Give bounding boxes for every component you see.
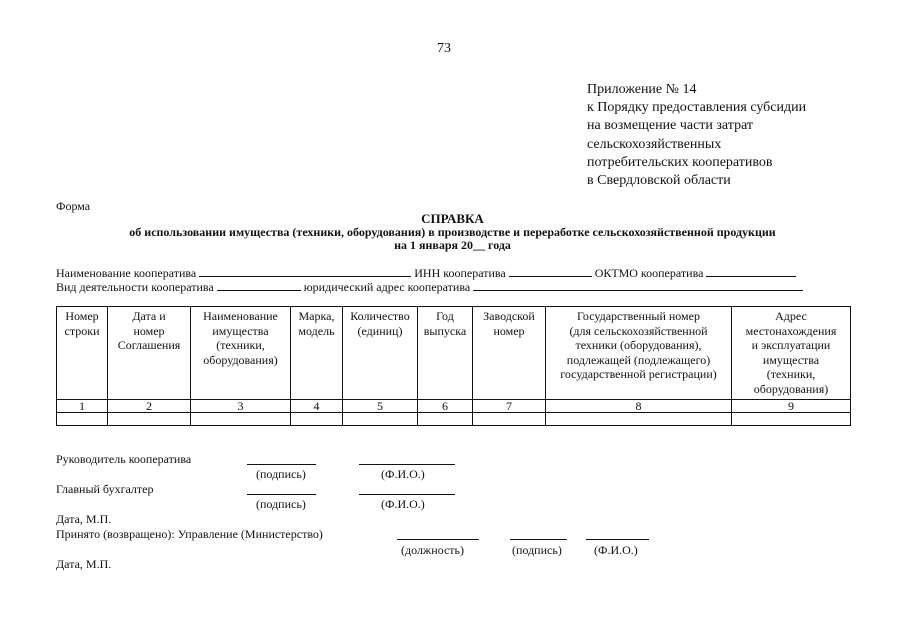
annex-line: сельскохозяйственных <box>587 136 722 152</box>
activity-blank[interactable] <box>217 280 301 291</box>
date-stamp-label: Дата, М.П. <box>56 512 112 526</box>
inn-label: ИНН кооператива <box>414 266 506 280</box>
col-header: Государственный номер (для сельскохозяйственной техники (оборудования), подлежащей (подлежащего) государственной регистрации) <box>546 307 732 400</box>
column-number: 9 <box>732 400 851 413</box>
table-cell[interactable] <box>108 413 191 426</box>
head-fio-caption: (Ф.И.О.) <box>381 467 425 481</box>
head-signature-caption: (подпись) <box>256 467 306 481</box>
accountant-signature-caption: (подпись) <box>256 497 306 511</box>
accountant-fio-caption: (Ф.И.О.) <box>381 497 425 511</box>
oktmo-label: ОКТМО кооператива <box>594 266 704 280</box>
accountant-label: Главный бухгалтер <box>56 482 154 496</box>
column-number: 3 <box>191 400 291 413</box>
page-number: 73 <box>437 41 451 56</box>
table-cell[interactable] <box>473 413 546 426</box>
annex-line: на возмещение части затрат <box>587 118 754 134</box>
table-cell[interactable] <box>732 413 851 426</box>
col-header: Количество (единиц) <box>343 307 418 400</box>
head-signature-line[interactable] <box>247 464 316 465</box>
col-header: Дата и номер Соглашения <box>108 307 191 400</box>
annex-line: к Порядку предоставления субсидии <box>587 100 807 116</box>
annex-line: в Свердловской области <box>587 173 731 189</box>
accepted-signature-line[interactable] <box>510 539 567 540</box>
header-row <box>57 307 851 400</box>
legal-address-blank[interactable] <box>473 280 803 291</box>
annex-line: Приложение № 14 <box>587 82 697 97</box>
oktmo-blank[interactable] <box>706 266 796 277</box>
col-header: Заводской номер <box>473 307 546 400</box>
column-number-row <box>57 400 851 413</box>
inn-blank[interactable] <box>509 266 592 277</box>
fields-row-1 <box>56 266 796 281</box>
annex-block <box>587 81 806 190</box>
col-header: Наименование имущества (техники, оборудования) <box>191 307 291 400</box>
table-cell[interactable] <box>343 413 418 426</box>
title-date: на 1 января 20__ года <box>394 238 511 252</box>
document-title <box>0 212 905 252</box>
position-line[interactable] <box>397 539 479 540</box>
head-fio-line[interactable] <box>359 464 455 465</box>
form-label: Форма <box>56 199 91 213</box>
column-number: 1 <box>57 400 108 413</box>
accepted-signature-caption: (подпись) <box>512 543 562 557</box>
col-header: Номер строки <box>57 307 108 400</box>
col-header: Год выпуска <box>418 307 473 400</box>
column-number: 5 <box>343 400 418 413</box>
fields-row-2 <box>56 280 803 295</box>
coop-name-blank[interactable] <box>199 266 411 277</box>
table-cell[interactable] <box>57 413 108 426</box>
title-subtitle: об использовании имущества (техники, оборудования) в производстве и переработке сельскохозяйственной продукции <box>129 225 776 239</box>
accepted-label: Принято (возвращено): Управление (Министерство) <box>56 527 323 541</box>
accepted-fio-line[interactable] <box>586 539 649 540</box>
usage-table <box>56 306 851 426</box>
accountant-fio-line[interactable] <box>359 494 455 495</box>
table-cell[interactable] <box>418 413 473 426</box>
accepted-fio-caption: (Ф.И.О.) <box>594 543 638 557</box>
table-cell[interactable] <box>291 413 343 426</box>
annex-line: потребительских кооперативов <box>587 154 773 170</box>
column-number: 7 <box>473 400 546 413</box>
position-caption: (должность) <box>401 543 464 557</box>
table-cell[interactable] <box>546 413 732 426</box>
activity-label: Вид деятельности кооператива <box>56 280 214 294</box>
date-stamp-label-2: Дата, М.П. <box>56 557 112 571</box>
column-number: 6 <box>418 400 473 413</box>
col-header: Адрес местонахождения и эксплуатации имущества (техники, оборудования) <box>732 307 851 400</box>
column-number: 4 <box>291 400 343 413</box>
accountant-signature-line[interactable] <box>247 494 316 495</box>
column-number: 8 <box>546 400 732 413</box>
table-row <box>57 413 851 426</box>
head-label: Руководитель кооператива <box>56 452 192 466</box>
legal-address-label: юридический адрес кооператива <box>303 280 471 294</box>
title-line: СПРАВКА <box>421 211 484 226</box>
col-header: Марка, модель <box>291 307 343 400</box>
column-number: 2 <box>108 400 191 413</box>
table-cell[interactable] <box>191 413 291 426</box>
coop-name-label: Наименование кооператива <box>56 266 197 280</box>
